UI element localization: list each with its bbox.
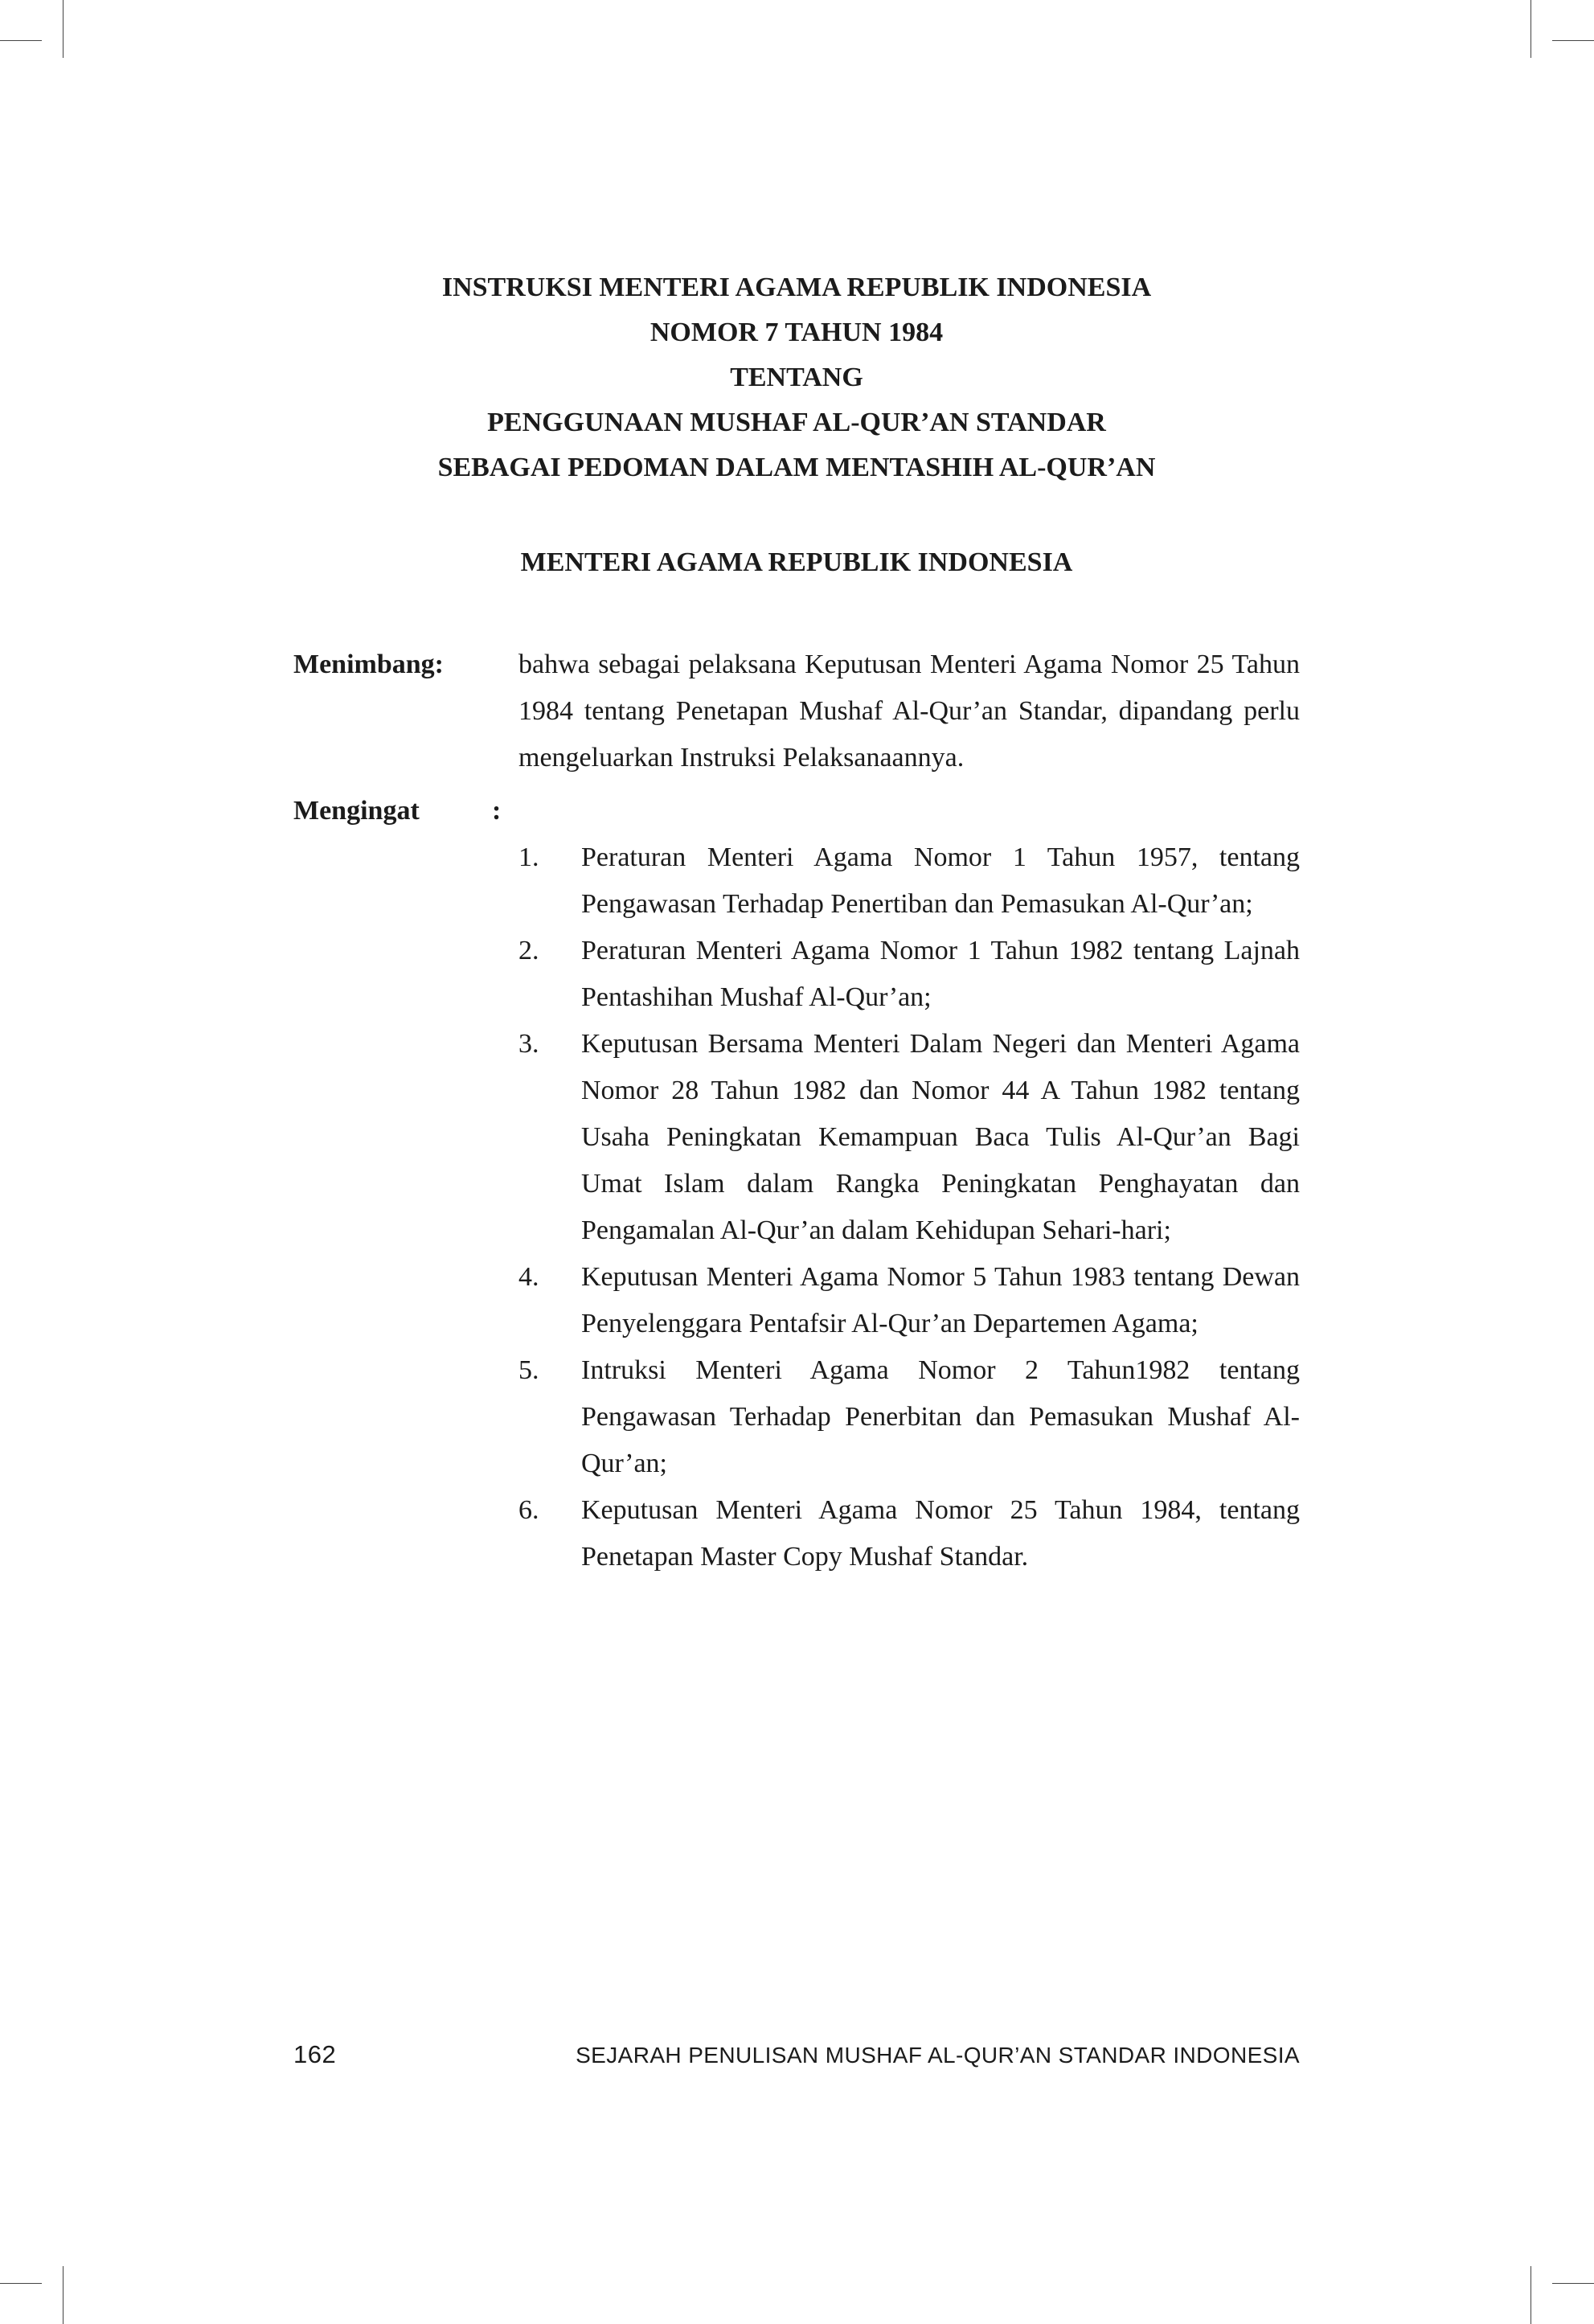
list-item [518,1347,1300,1487]
list-item-text: Peraturan Menteri Agama Nomor 1 Tahun 1957, tentang Pengawasan Terhadap Penertiban dan Pemasukan Al-Qur’an; [581,842,1300,919]
title-line-2: NOMOR 7 TAHUN 1984 [649,318,944,347]
title-line-5: SEBAGAI PEDOMAN DALAM MENTASHIH AL-QUR’AN [437,453,1156,482]
recalling-colon: : [492,796,502,826]
list-item-number: 5. [518,1355,539,1385]
considering-text: bahwa sebagai pelaksana Keputusan Menteri Agama Nomor 25 Tahun 1984 tentang Penetapan Mushaf Al-Qur’an Standar, dipandang perlu mengeluarkan Instruksi Pelaksanaannya. [518,650,1300,773]
list-item-number: 3. [518,1029,539,1059]
crop-mark-bottom-right-vertical [1530,2266,1531,2324]
running-title: SEJARAH PENULISAN MUSHAF AL-QUR’AN STANDAR INDONESIA [576,2043,1300,2068]
list-item [518,1254,1300,1347]
list-item-text: Peraturan Menteri Agama Nomor 1 Tahun 1982 tentang Lajnah Pentashihan Mushaf Al-Qur’an; [581,936,1300,1012]
considering-label: Menimbang: [293,650,444,679]
list-item [518,928,1300,1021]
list-item-text: Keputusan Bersama Menteri Dalam Negeri dan Menteri Agama Nomor 28 Tahun 1982 dan Nomor 44 A Tahun 1982 tentang Usaha Peningkatan Kemampuan Baca Tulis Al-Qur’an Bagi Umat Islam dalam Rangka Peningkatan Penghayatan dan Pengamalan Al-Qur’an dalam Kehidupan Sehari-hari; [581,1029,1300,1245]
crop-mark-bottom-left-vertical [63,2266,64,2324]
crop-mark-top-left-horizontal [0,40,42,41]
document-title [293,265,1300,490]
list-item-text: Keputusan Menteri Agama Nomor 25 Tahun 1984, tentang Penetapan Master Copy Mushaf Standar. [581,1495,1300,1572]
title-line-1: INSTRUKSI MENTERI AGAMA REPUBLIK INDONESIA [441,273,1152,302]
list-item-number: 4. [518,1262,539,1292]
crop-mark-bottom-left-horizontal [0,2283,42,2284]
recalling-label: Mengingat [293,796,420,826]
page-number: 162 [293,2040,337,2068]
crop-mark-top-right-vertical [1530,0,1531,58]
crop-mark-top-left-vertical [63,0,64,58]
recalling-section-header [293,788,1300,834]
document-body [293,265,1300,1580]
list-item [518,834,1300,928]
recalling-list [293,834,1300,1580]
list-item [518,1021,1300,1254]
list-item-number: 1. [518,842,539,872]
list-item-number: 2. [518,936,539,965]
issuer-heading: MENTERI AGAMA REPUBLIK INDONESIA [520,547,1073,577]
title-line-4: PENGGUNAAN MUSHAF AL-QUR’AN STANDAR [487,408,1106,437]
crop-mark-bottom-right-horizontal [1552,2283,1594,2284]
page-footer [293,2040,1300,2069]
crop-mark-top-right-horizontal [1552,40,1594,41]
title-line-3: TENTANG [730,363,863,392]
considering-section [293,641,1300,781]
list-item-text: Intruksi Menteri Agama Nomor 2 Tahun1982 tentang Pengawasan Terhadap Penerbitan dan Pemasukan Mushaf Al-Qur’an; [581,1355,1300,1478]
list-item [518,1487,1300,1580]
list-item-number: 6. [518,1495,539,1525]
list-item-text: Keputusan Menteri Agama Nomor 5 Tahun 1983 tentang Dewan Penyelenggara Pentafsir Al-Qur’an Departemen Agama; [581,1262,1300,1338]
